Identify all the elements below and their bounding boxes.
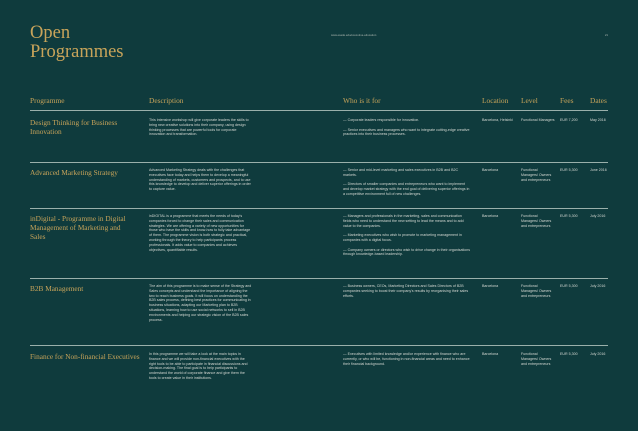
audience-item: — Company owners or directors who wish to drive change in their organisations through knowledge-based leadership.: [343, 247, 471, 257]
level-value: Functional Managers/ Owners and entrepreneurs: [521, 168, 552, 182]
column-header-programme: Programme: [30, 96, 65, 105]
audience-list: [343, 214, 471, 262]
fee-value: EUR 7,200: [560, 118, 578, 122]
level-value: Functional Managers: [521, 118, 555, 122]
column-header-who: Who is it for: [343, 96, 381, 105]
level-value: Functional Managers/ Owners and entrepreneurs: [521, 214, 552, 228]
fee-value: EUR 5,300: [560, 214, 578, 218]
audience-item: — Corporate leaders responsible for innovation.: [343, 118, 420, 122]
programme-name: inDigital - Programme in Digital Management of Marketing and Sales: [30, 214, 126, 241]
location-value: Barcelona: [482, 168, 499, 172]
row-divider: [30, 208, 608, 209]
audience-item: — Senior and mid-level marketing and sales executives in B2B and B2C markets.: [343, 168, 459, 177]
page-title: [30, 24, 124, 62]
programme-description: inDIGITAL is a programme that meets the needs of today's companies forced to change their sales and communication strategies. We are offering a variety of new opportunities for those who have the skills and know-how to fully take advantage of them. The programme vision is both strategic and practical, working through the theory to help participants process professionals. It adds value to companies and achieves objectives, quantifiable results.: [149, 214, 251, 252]
location-value: Barcelona: [482, 352, 499, 356]
audience-item: — Executives with limited knowledge and/or experience with finance who are currently, or who will be, functioning in non-financial areas and need to enhance their financial background.: [343, 352, 470, 366]
column-header-fees: Fees: [560, 96, 574, 105]
column-header-dates: Dates: [590, 96, 607, 105]
date-value: May 2016: [590, 118, 606, 122]
level-value: Functional Managers/ Owners and entrepreneurs: [521, 284, 552, 298]
audience-list: [343, 118, 471, 142]
programme-name: Finance for Non-financial Executives: [30, 352, 140, 361]
date-value: July 2016: [590, 352, 606, 356]
date-value: July 2016: [590, 214, 606, 218]
fee-value: EUR 5,300: [560, 352, 578, 356]
page-title-line-1: Open: [30, 23, 71, 43]
date-value: July 2016: [590, 284, 606, 288]
programme-name: B2B Management: [30, 284, 84, 293]
audience-item: — Directors of smaller companies and entrepreneurs who want to implement and develop market strategy with the end goal of delivering superior offerings in a competitive environment full of new challenges.: [343, 182, 470, 196]
location-value: Barcelona: [482, 284, 499, 288]
column-header-description: Description: [149, 96, 184, 105]
page-title-line-2: Programmes: [30, 42, 124, 62]
page-number: 21: [605, 34, 608, 37]
location-value: Barcelona: [482, 214, 499, 218]
audience-list: [343, 352, 471, 371]
programme-name: Advanced Marketing Strategy: [30, 168, 118, 177]
column-header-location: Location: [482, 96, 509, 105]
row-divider: [30, 345, 608, 346]
fee-value: EUR 5,300: [560, 284, 578, 288]
programme-description: The aim of this programme is to make sense of the Strategy and Sales concepts and understand the importance of aligning the two to reach business goals. It will focus on understanding the B2B sales process, defining best practices for communicating in business situations, adapting our Marketing plan to B2B situations, learning how to use social networks to sell in B2B environments and helping our strategic vision of the B2B sales process.: [149, 284, 252, 322]
audience-item: — Marketing executives who wish to promote to marketing management in companies with a digital focus.: [343, 233, 462, 242]
programme-name: Design Thinking for Business Innovation: [30, 118, 118, 136]
date-value: June 2016: [590, 168, 607, 172]
fee-value: EUR 5,300: [560, 168, 578, 172]
audience-list: [343, 168, 471, 202]
audience-item: — Senior executives and managers who want to integrate cutting-edge creative practices into their business processes.: [343, 127, 470, 137]
row-divider: [30, 162, 608, 163]
programme-description: Advanced Marketing Strategy deals with the challenges that executives face today and helps them to develop a meaningful understanding of markets, customers and prospects, and to use this knowledge to develop and deliver superior offerings in order to capture value.: [149, 168, 251, 192]
row-divider: [30, 278, 608, 279]
column-header-level: Level: [521, 96, 538, 105]
location-value: Barcelona, Helsinki: [482, 118, 513, 122]
programme-description: This intensive workshop will give corporate leaders the skills to bring new creative solutions into their company, using design thinking processes that are powerful tools for corporate innovation and transformation.: [149, 118, 249, 137]
level-value: Functional Managers/ Owners and entrepreneurs: [521, 352, 552, 366]
audience-item: — Managers and professionals in the marketing, sales and communication fields who need to understand the new setting to lead the means and to add value to the companies.: [343, 214, 464, 228]
audience-list: [343, 284, 471, 303]
header-divider: [30, 110, 608, 111]
programme-description: In this programme we will take a look at the main topics in finance and we will provide non-financial executives with the right tools to be able to participate in financial discussions and decision-making. The final goal is to help participants to understand the world of corporate finance and give them the tools to create value in their institutions.: [149, 352, 248, 380]
audience-item: — Business owners, CEOs, Marketing Directors and Sales Directors of B2B companies seeking to boost their company's results by reorganising their sales efforts.: [343, 284, 469, 298]
running-head: www.esade.edu/executive-education: [331, 34, 377, 37]
